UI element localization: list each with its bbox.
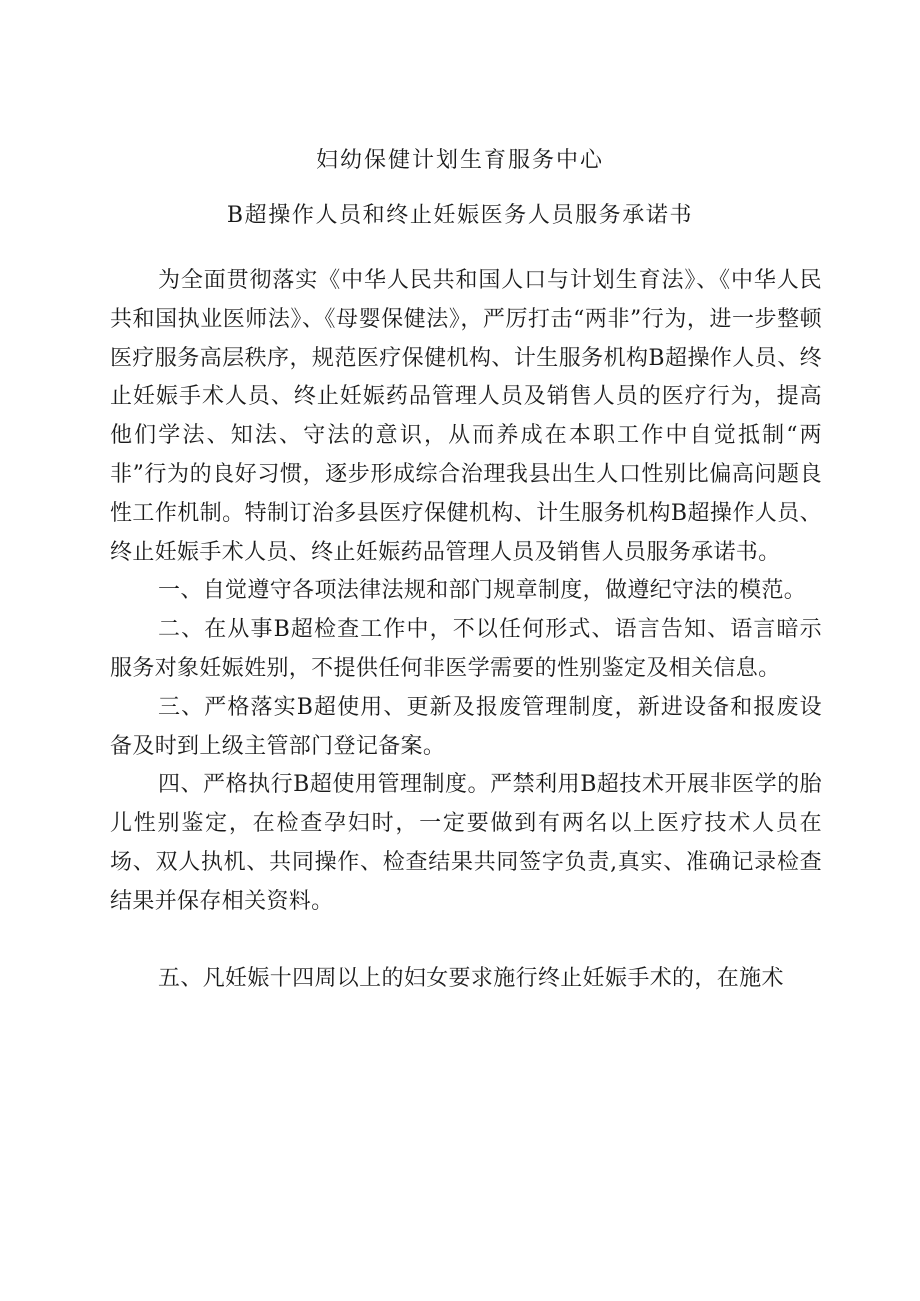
paragraph-item-5: 五、凡妊娠十四周以上的妇女要求施行终止妊娠手术的，在施术 — [158, 965, 784, 991]
paragraph-item-1: 一、自觉遵守各项法律法规和部门规章制度，做遵纪守法的模范。 — [158, 578, 807, 604]
document-body — [110, 262, 822, 998]
paragraph-item-2: 二、在从事B超检查工作中，不以任何形式、语言告知、语言暗示服务对象妊娠姓别，不提供任何非医学需要的性别鉴定及相关信息。 — [110, 617, 822, 681]
paragraph-preamble: 为全面贯彻落实《中华人民共和国人口与计划生育法》、《中华人民共和国执业医师法》、《母婴保健法》，严厉打击“两非”行为，进一步整顿医疗服务高层秩序，规范医疗保健机构、计生服务机构B超操作人员、终止妊娠手术人员、终止妊娠药品管理人员及销售人员的医疗行为，提高他们学法、知法、守法的意识，从而养成在本职工作中自觉抵制“两非”行为的良好习惯，逐步形成综合治理我县出生人口性别比偏高问题良性工作机制。特制订治多县医疗保健机构、计生服务机构B超操作人员、终止妊娠手术人员、终止妊娠药品管理人员及销售人员服务承诺书。 — [110, 268, 822, 565]
paragraph-item-4: 四、严格执行B超使用管理制度。严禁利用B超技术开展非医学的胎儿性别鉴定，在检查孕妇时，一定要做到有两名以上医疗技术人员在场、双人执机、共同操作、检查结果共同签字负责,真实、准确记录检查结果并保存相关资料。 — [110, 772, 822, 914]
document-title-organization: 妇幼保健计划生育服务中心 — [315, 148, 604, 173]
paragraph-item-3: 三、严格落实B超使用、更新及报废管理制度，新进设备和报废设备及时到上级主管部门登记备案。 — [110, 694, 822, 759]
document-title-main: B超操作人员和终止妊娠医务人员服务承诺书 — [226, 203, 694, 228]
